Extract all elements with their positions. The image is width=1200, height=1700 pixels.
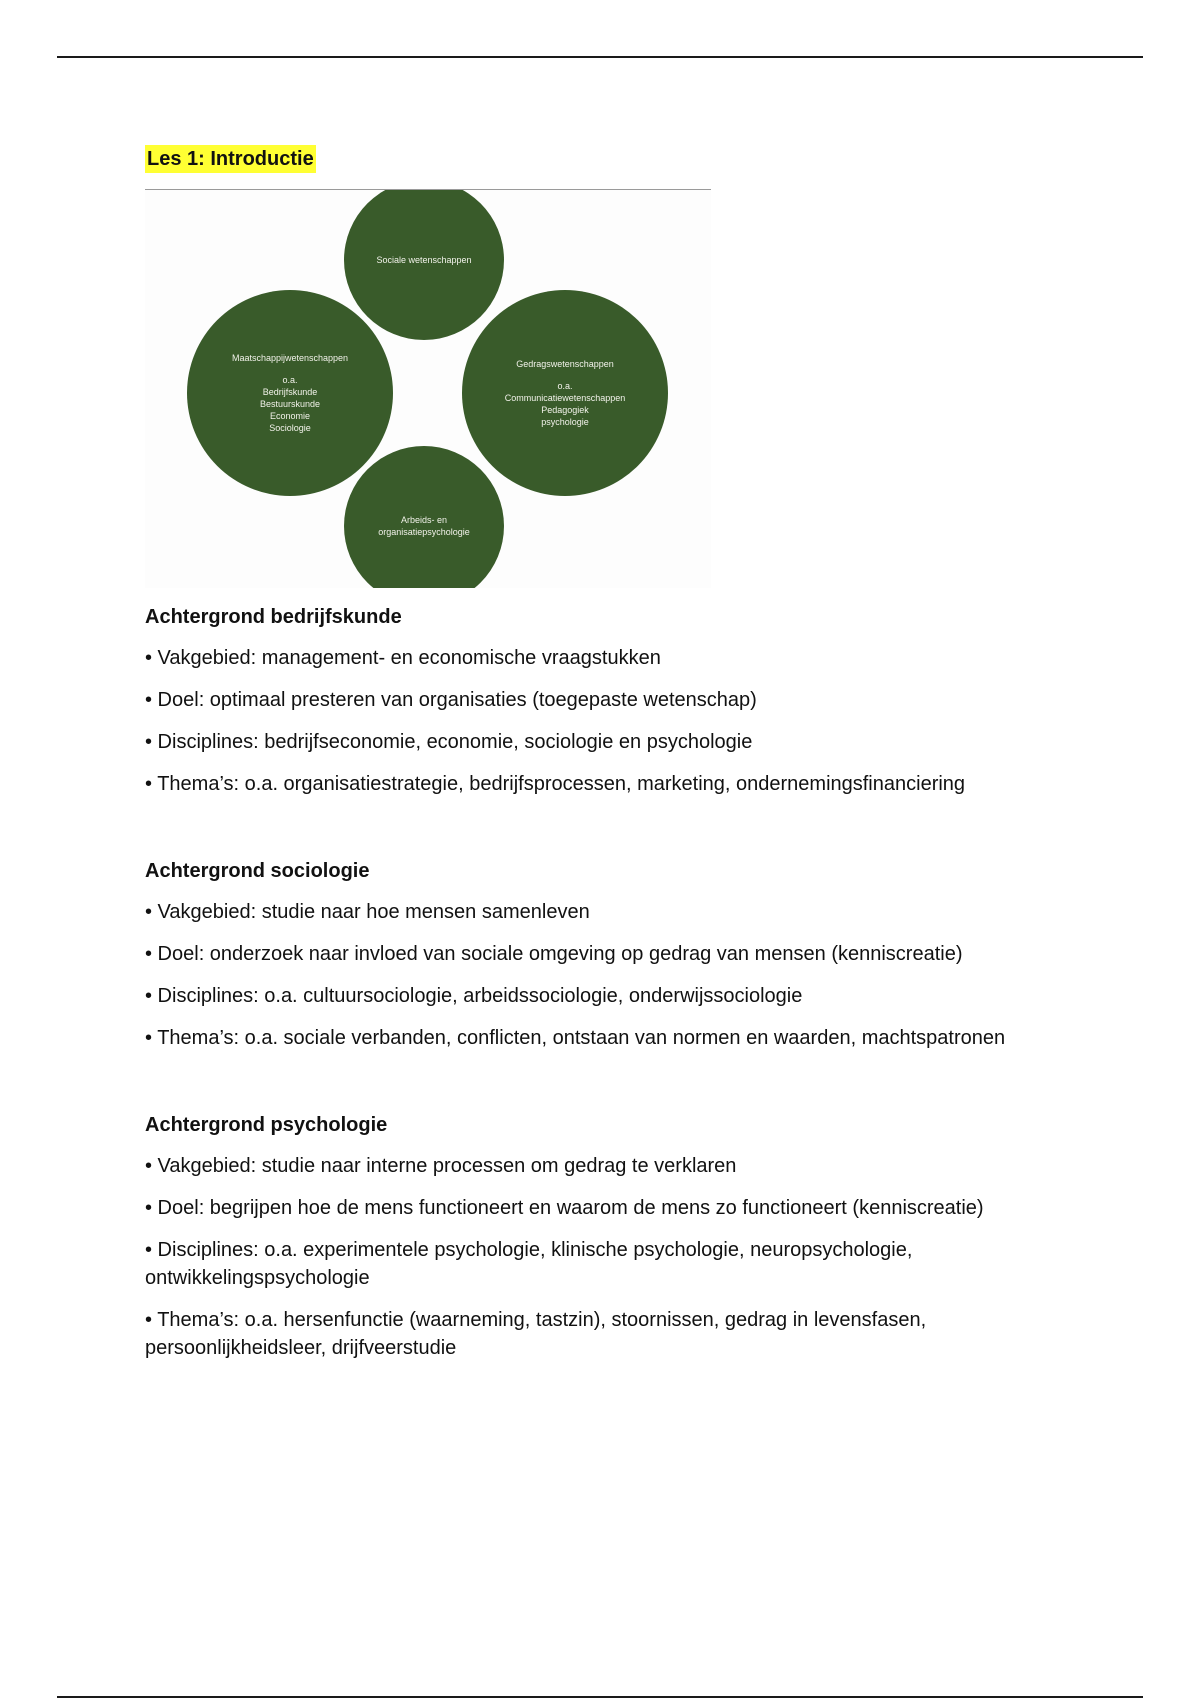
circle-label: Maatschappijwetenschappen (231, 353, 349, 363)
section-bedrijfskunde (145, 604, 1105, 798)
circle-arbeids-organisatiepsychologie (344, 446, 504, 588)
page-title: Les 1: Introductie (145, 145, 316, 173)
circle-gedragswetenschappen (462, 290, 668, 496)
circle-label: organisatiepsychologie (378, 527, 470, 537)
circle-label: Bedrijfskunde (262, 387, 318, 397)
circle-label: Pedagogiek (541, 405, 589, 415)
circle-label: Economie (269, 411, 311, 421)
bullet-item: • Thema’s: o.a. organisatiestrategie, bedrijfsprocessen, marketing, ondernemingsfinanciering (145, 773, 966, 795)
disciplines-diagram (145, 190, 711, 588)
bullet-item: • Doel: optimaal presteren van organisaties (toegepaste wetenschap) (145, 689, 757, 711)
section-heading: Achtergrond psychologie (145, 1114, 388, 1136)
circle-label: Gedragswetenschappen (516, 359, 614, 369)
circle-label: Communicatiewetenschappen (504, 393, 626, 403)
document-body (145, 145, 1105, 1362)
circle-maatschappijwetenschappen (187, 290, 393, 496)
circle-label: o.a. (557, 381, 573, 391)
section-heading: Achtergrond sociologie (145, 860, 370, 882)
bullet-item: • Doel: onderzoek naar invloed van sociale omgeving op gedrag van mensen (kenniscreatie) (145, 943, 963, 965)
circle-sociale-wetenschappen (344, 190, 504, 340)
circle-label: psychologie (541, 417, 589, 427)
section-heading: Achtergrond bedrijfskunde (145, 606, 402, 628)
circle-label: Sociale wetenschappen (376, 255, 472, 265)
bullet-item: • Vakgebied: management- en economische vraagstukken (145, 647, 661, 669)
section-sociologie (145, 858, 1105, 1052)
bullet-item: • Disciplines: o.a. cultuursociologie, arbeidssociologie, onderwijssociologie (145, 985, 803, 1007)
bullet-item: • Disciplines: o.a. experimentele psychologie, klinische psychologie, neuropsychologie, ontwikkelingspsychologie (145, 1239, 913, 1289)
section-psychologie (145, 1112, 1105, 1362)
circle-label: o.a. (282, 375, 298, 385)
circle-label: Sociologie (269, 423, 311, 433)
page-bottom-rule (57, 1696, 1143, 1698)
bullet-item: • Vakgebied: studie naar hoe mensen samenleven (145, 901, 590, 923)
bullet-item: • Disciplines: bedrijfseconomie, economie, sociologie en psychologie (145, 731, 753, 753)
circle-label: Arbeids- en (400, 515, 448, 525)
bullet-item: • Vakgebied: studie naar interne processen om gedrag te verklaren (145, 1155, 737, 1177)
page-top-rule (57, 56, 1143, 58)
bullet-item: • Thema’s: o.a. sociale verbanden, conflicten, ontstaan van normen en waarden, machtspatronen (145, 1027, 1006, 1049)
bullet-item: • Doel: begrijpen hoe de mens functioneert en waarom de mens zo functioneert (kenniscreatie) (145, 1197, 984, 1219)
bullet-item: • Thema’s: o.a. hersenfunctie (waarneming, tastzin), stoornissen, gedrag in levensfasen, persoonlijkheidsleer, drijfveerstudie (145, 1309, 927, 1359)
circle-label: Bestuurskunde (259, 399, 321, 409)
